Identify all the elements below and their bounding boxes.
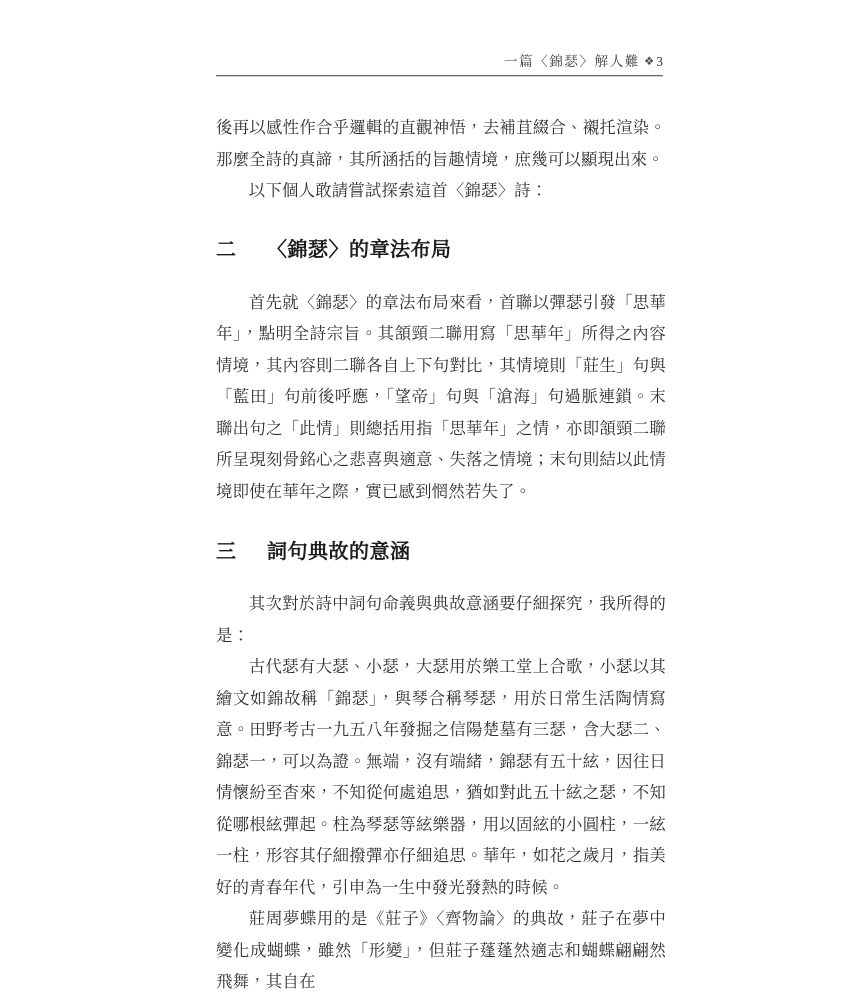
section-heading-two <box>216 235 666 263</box>
section-heading-three <box>216 537 666 565</box>
section-two-title: 〈錦瑟〉的章法布局 <box>267 236 452 261</box>
running-head-title: 一篇〈錦瑟〉解人難 <box>504 54 640 69</box>
paragraph-structure: 首先就〈錦瑟〉的章法布局來看，首聯以彈瑟引發「思華年」，點明全詩宗旨。其頷頸二聯用寫「思華年」所得之內容情境，其內容則二聯各自上下句對比，其情境則「莊生」句與「藍田」句前後呼應，「望帝」句與「滄海」句過脈連鎖。末聯出句之「此情」則總括用指「思華年」之情，亦即頷頸二聯所呈現刻骨銘心之悲喜與適意、失落之情境；末句則結以此情境即使在華年之際，實已感到惘然若失了。 <box>216 292 666 501</box>
section-three-number: 三 <box>216 539 237 563</box>
spacer-after-section-two <box>216 263 666 287</box>
text-column <box>216 112 666 998</box>
paragraph-butterfly: 莊周夢蝶用的是《莊子》〈齊物論〉的典故，莊子在夢中變化成蝴蝶，雖然「形變」，但莊子蓬蓬然適志和蝴蝶翩翩然飛舞，其自在 <box>216 909 666 991</box>
spacer-after-section-three <box>216 565 666 588</box>
running-head <box>216 54 663 71</box>
page-number: 3 <box>656 54 663 69</box>
diamond-ornament-icon: ❖ <box>643 56 655 68</box>
section-three-title: 詞句典故的意涵 <box>267 539 411 563</box>
header-divider <box>216 75 663 77</box>
spacer-before-section-three <box>216 507 666 537</box>
spacer-before-section-two <box>216 207 666 235</box>
paragraph-diction-intro: 其次對於詩中詞句命義與典故意涵要仔細探究，我所得的是： <box>216 594 666 645</box>
paragraph-lead-in: 以下個人敢請嘗試探索這首〈錦瑟〉詩： <box>248 181 548 200</box>
paragraph-se-explanation: 古代瑟有大瑟、小瑟，大瑟用於樂工堂上合歌，小瑟以其繪文如錦故稱「錦瑟」，與琴合稱琴瑟，用於日常生活陶情寫意。田野考古一九五八年發掘之信陽楚墓有三瑟，含大瑟二、錦瑟一，可以為證。無端，沒有端緒，錦瑟有五十絃，因往日情懷紛至杳來，不知從何處追思，猶如對此五十絃之瑟，不知從哪根絃彈起。柱為琴瑟等絃樂器，用以固絃的小圓柱，一絃一柱，形容其仔細撥彈亦仔細追思。華年，如花之歲月，指美好的青春年代，引申為一生中發光發熱的時候。 <box>216 657 666 897</box>
section-two-number: 二 <box>216 236 237 261</box>
paragraph-continuation: 後再以感性作合乎邏輯的直觀神悟，去補苴綴合、襯托渲染。那麼全詩的真諦，其所涵括的旨趣情境，庶幾可以顯現出來。 <box>216 118 666 169</box>
page-header <box>216 54 663 77</box>
